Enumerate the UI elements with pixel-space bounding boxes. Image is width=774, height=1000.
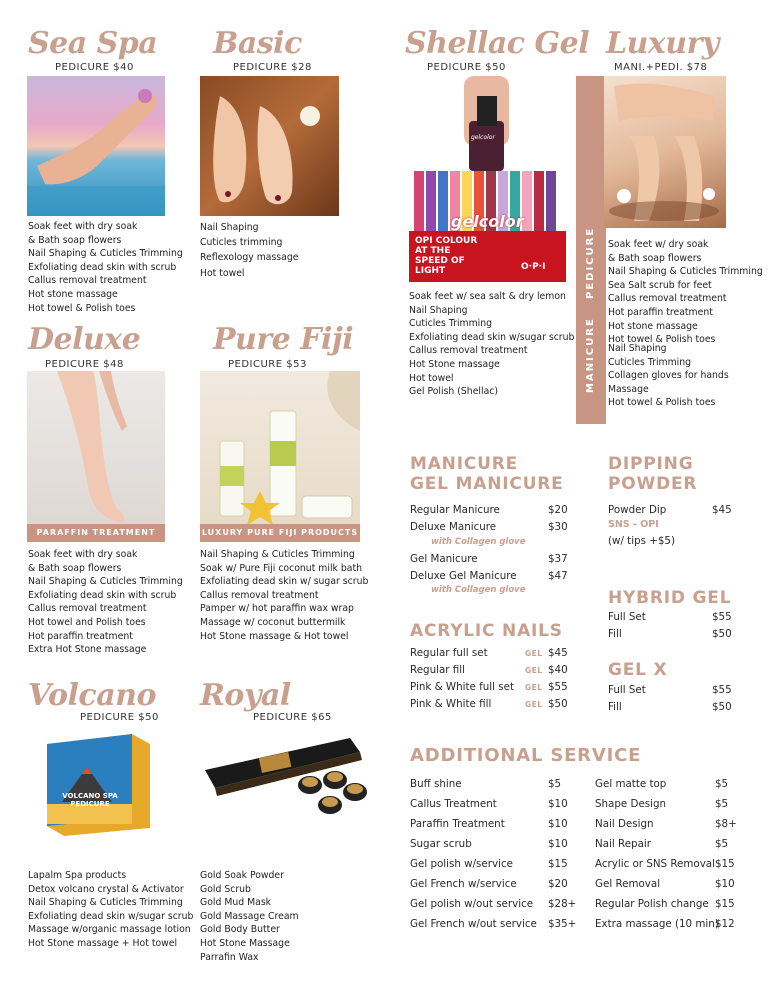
price-row-value: $5: [715, 798, 729, 810]
price-row-label: Gel French w/out service: [410, 918, 537, 930]
sea-spa-subtitle: PEDICURE $40: [55, 62, 134, 73]
list-item: Nail Shaping & Cuticles Trimming: [200, 549, 355, 560]
deluxe-photo: [27, 371, 165, 542]
shellac-list: [409, 290, 574, 399]
price-row-value: $15: [715, 898, 735, 910]
luxury-title: Luxury: [606, 26, 719, 61]
price-row-label: Regular Polish change: [595, 898, 709, 910]
price-row-value: $10: [548, 838, 568, 850]
list-item: Soak feet w/ dry soak: [608, 239, 709, 250]
royal-subtitle: PEDICURE $65: [253, 712, 332, 723]
price-row-value: $55: [712, 611, 732, 623]
luxury-manicure-list: [608, 342, 729, 410]
basic-title: Basic: [213, 26, 302, 61]
sea-spa-list: [28, 220, 183, 315]
opi-logo: O·P·I: [521, 262, 546, 272]
list-item: Gold Massage Cream: [200, 910, 299, 922]
royal-kit-graphic: [200, 730, 380, 825]
basic-list: [200, 220, 298, 281]
price-row-value: $37: [548, 553, 568, 565]
list-item: Hot towel & Polish toes: [608, 397, 716, 409]
list-item: Hot towel: [409, 372, 454, 384]
collagen-note: with Collagen glove: [431, 537, 526, 547]
deluxe-caption: PARAFFIN TREATMENT: [27, 524, 165, 542]
price-row-label: Extra massage (10 min): [595, 918, 719, 930]
price-row-value: $12: [715, 918, 735, 930]
price-row-value: $35+: [548, 918, 577, 930]
opi-tagline: OPI COLOUR AT THE SPEED OF LIGHT: [415, 236, 478, 276]
additional-heading: ADDITIONAL SERVICE: [410, 745, 642, 766]
luxury-band-manicure: [585, 363, 597, 393]
price-row-value: $30: [548, 521, 568, 533]
list-item: Nail Shaping: [409, 304, 468, 316]
list-item: Soak feet with dry soak: [28, 221, 138, 232]
list-item: Hot towel & Polish toes: [608, 334, 716, 346]
feet-graphic: [200, 76, 339, 216]
price-row-label: Gel matte top: [595, 778, 667, 790]
pure-fiji-list: [200, 548, 368, 643]
gel-tag: GEL: [525, 700, 543, 709]
sns-opi-label: SNS - OPI: [608, 519, 659, 530]
gel-tag: GEL: [525, 683, 543, 692]
price-row-label: Gel French w/service: [410, 878, 517, 890]
price-row-label: Paraffin Treatment: [410, 818, 505, 830]
list-item: Massage w/ coconut buttermilk: [200, 616, 346, 628]
list-item: Pamper w/ hot paraffin wax wrap: [200, 603, 354, 615]
list-item: Soak feet with dry soak: [28, 549, 138, 560]
list-item: Callus removal treatment: [28, 603, 147, 615]
price-row-value: $8+: [715, 818, 737, 830]
royal-title: Royal: [200, 678, 291, 713]
price-row-label: Fill: [608, 628, 622, 640]
list-item: Nail Shaping: [608, 343, 667, 354]
pure-fiji-subtitle: PEDICURE $53: [228, 359, 307, 370]
list-item: Exfoliating dead skin w/sugar scrub: [28, 910, 194, 922]
price-row-label: Callus Treatment: [410, 798, 497, 810]
volcano-box-label: VOLCANO SPA PEDICURE: [62, 792, 118, 808]
price-row-label: Gel polish w/service: [410, 858, 513, 870]
pure-fiji-title: Pure Fiji: [213, 322, 354, 357]
royal-list: [200, 869, 299, 964]
list-item: Nail Shaping & Cuticles Trimming: [28, 576, 183, 588]
price-row-label: Regular Manicure: [410, 504, 500, 516]
list-item: Callus removal treatment: [28, 275, 147, 287]
price-row-label: Fill: [608, 701, 622, 713]
shellac-subtitle: PEDICURE $50: [427, 62, 506, 73]
price-row-value: $10: [548, 818, 568, 830]
luxury-subtitle: MANI.+PEDI. $78: [614, 62, 708, 73]
gelx-heading: GEL X: [608, 660, 668, 680]
price-row-label: Nail Design: [595, 818, 654, 830]
luxury-photo: [604, 76, 726, 228]
price-row-value: $45: [712, 504, 732, 516]
list-item: Nail Shaping & Cuticles Trimming: [28, 897, 183, 909]
list-item: Exfoliating dead skin w/ sugar scrub: [200, 576, 369, 588]
list-item: Nail Shaping: [200, 222, 259, 233]
deluxe-subtitle: PEDICURE $48: [45, 359, 124, 370]
list-item: Parrafin Wax: [200, 951, 259, 963]
price-row-value: $50: [548, 698, 568, 710]
price-row-value: $50: [712, 701, 732, 713]
price-row-value: $10: [715, 878, 735, 890]
acrylic-heading: ACRYLIC NAILS: [410, 621, 563, 641]
sea-spa-title: Sea Spa: [28, 26, 158, 61]
price-row-label: Shape Design: [595, 798, 667, 810]
list-item: Hot Stone massage: [409, 358, 500, 370]
price-row-label: Nail Repair: [595, 838, 651, 850]
price-row-value: $5: [548, 778, 562, 790]
mani-pedi-graphic: [604, 76, 726, 228]
gelcolor-banner: gelcolor: [451, 212, 524, 231]
list-item: Sea Salt scrub for feet: [608, 279, 712, 291]
list-item: Hot paraffin treatment: [28, 630, 133, 642]
price-row-label: Sugar scrub: [410, 838, 472, 850]
price-row-label: Regular fill: [410, 664, 465, 676]
pure-fiji-caption: LUXURY PURE FIJI PRODUCTS: [200, 524, 360, 542]
list-item: Gel Polish (Shellac): [409, 386, 499, 398]
price-row-label: Gel Removal: [595, 878, 661, 890]
list-item: & Bath soap flowers: [608, 252, 702, 264]
price-row-label: Pink & White full set: [410, 681, 515, 693]
list-item: Hot paraffin treatment: [608, 306, 713, 318]
price-row-value: $5: [715, 778, 729, 790]
volcano-photo: [42, 732, 152, 837]
price-row-value: $45: [548, 647, 568, 659]
list-item: Reflexology massage: [200, 252, 299, 264]
price-row-value: $15: [715, 858, 735, 870]
list-item: Lapalm Spa products: [28, 870, 127, 881]
list-item: Exfoliating dead skin w/sugar scrub: [409, 331, 575, 343]
list-item: Hot Stone massage + Hot towel: [28, 937, 178, 949]
price-row-value: $40: [548, 664, 568, 676]
list-item: Soak feet w/ sea salt & dry lemon: [409, 291, 566, 302]
price-row-label: Full Set: [608, 684, 646, 696]
list-item: Collagen gloves for hands: [608, 370, 729, 382]
list-item: Cuticles Trimming: [608, 356, 692, 368]
products-graphic: [200, 371, 360, 542]
list-item: Callus removal treatment: [608, 293, 727, 305]
price-row-label: Gel polish w/out service: [410, 898, 534, 910]
collagen-note: with Collagen glove: [431, 585, 526, 595]
royal-photo: [200, 730, 380, 825]
basic-subtitle: PEDICURE $28: [233, 62, 312, 73]
luxury-pedicure-list: [608, 238, 763, 347]
list-item: Gold Mud Mask: [200, 897, 272, 909]
price-row-label: Regular full set: [410, 647, 488, 659]
price-row-label: Pink & White fill: [410, 698, 492, 710]
list-item: Massage w/organic massage lotion: [28, 924, 191, 936]
deluxe-list: [28, 548, 183, 657]
price-row-label: Buff shine: [410, 778, 462, 790]
hybrid-heading: HYBRID GEL: [608, 588, 732, 608]
list-item: Hot stone massage: [608, 320, 698, 332]
foot-graphic: [27, 76, 165, 216]
price-row-value: $20: [548, 878, 568, 890]
list-item: Callus removal treatment: [200, 589, 319, 601]
list-item: Gold Body Butter: [200, 924, 280, 936]
price-row-label: Acrylic or SNS Removal: [595, 858, 715, 870]
deluxe-title: Deluxe: [28, 322, 141, 357]
price-row-value: $50: [712, 628, 732, 640]
list-item: Soak w/ Pure Fiji coconut milk bath: [200, 562, 363, 574]
price-row-value: $28+: [548, 898, 577, 910]
list-item: Exfoliating dead skin with scrub: [28, 589, 177, 601]
list-item: Gold Scrub: [200, 883, 251, 895]
manicure-heading: MANICURE: [410, 454, 519, 474]
shellac-photo: [409, 76, 566, 282]
leg-graphic: [27, 371, 165, 542]
list-item: Nail Shaping & Cuticles Trimming: [608, 266, 763, 278]
volcano-list: [28, 869, 193, 951]
gelcolor-logo: gelcolor: [471, 134, 495, 141]
tips-note: (w/ tips +$5): [608, 535, 676, 547]
list-item: Hot Stone Massage: [200, 937, 290, 949]
price-row-value: $5: [715, 838, 729, 850]
price-row-label: Deluxe Manicure: [410, 521, 497, 533]
list-item: Exfoliating dead skin with scrub: [28, 261, 177, 273]
list-item: & Bath soap flowers: [28, 234, 122, 246]
basic-photo: [200, 76, 339, 216]
powder-heading: POWDER: [608, 474, 698, 494]
list-item: Detox volcano crystal & Activator: [28, 883, 184, 895]
luxury-band-pedicure: [585, 269, 597, 299]
list-item: Hot towel: [200, 267, 245, 279]
list-item: & Bath soap flowers: [28, 562, 122, 574]
gel-tag: GEL: [525, 666, 543, 675]
price-row-value: $47: [548, 570, 568, 582]
list-item: Massage: [608, 383, 649, 395]
list-item: Cuticles trimming: [200, 237, 283, 249]
price-row-label: Deluxe Gel Manicure: [410, 570, 517, 582]
price-row-value: $20: [548, 504, 568, 516]
list-item: Extra Hot Stone massage: [28, 644, 147, 656]
price-row-value: $10: [548, 798, 568, 810]
gel-tag: GEL: [525, 649, 543, 658]
dipping-heading: DIPPING: [608, 454, 694, 474]
list-item: Nail Shaping & Cuticles Trimming: [28, 248, 183, 260]
price-row-label: Full Set: [608, 611, 646, 623]
shellac-title: Shellac Gel: [405, 26, 590, 61]
price-row-value: $15: [548, 858, 568, 870]
price-row-value: $55: [712, 684, 732, 696]
volcano-subtitle: PEDICURE $50: [80, 712, 159, 723]
list-item: Callus removal treatment: [409, 345, 528, 357]
list-item: Hot stone massage: [28, 288, 118, 300]
list-item: Cuticles Trimming: [409, 318, 493, 330]
price-row-label: Gel Manicure: [410, 553, 478, 565]
price-row-value: $55: [548, 681, 568, 693]
price-row-label: Powder Dip: [608, 504, 667, 516]
sea-spa-photo: [27, 76, 165, 216]
list-item: Hot Stone massage & Hot towel: [200, 630, 349, 642]
list-item: Hot towel & Polish toes: [28, 302, 136, 314]
gel-manicure-heading: GEL MANICURE: [410, 474, 564, 494]
pure-fiji-photo: [200, 371, 360, 542]
list-item: Gold Soak Powder: [200, 870, 284, 881]
volcano-title: Volcano: [28, 678, 156, 713]
list-item: Hot towel and Polish toes: [28, 616, 146, 628]
volcano-box-graphic: [42, 732, 152, 837]
